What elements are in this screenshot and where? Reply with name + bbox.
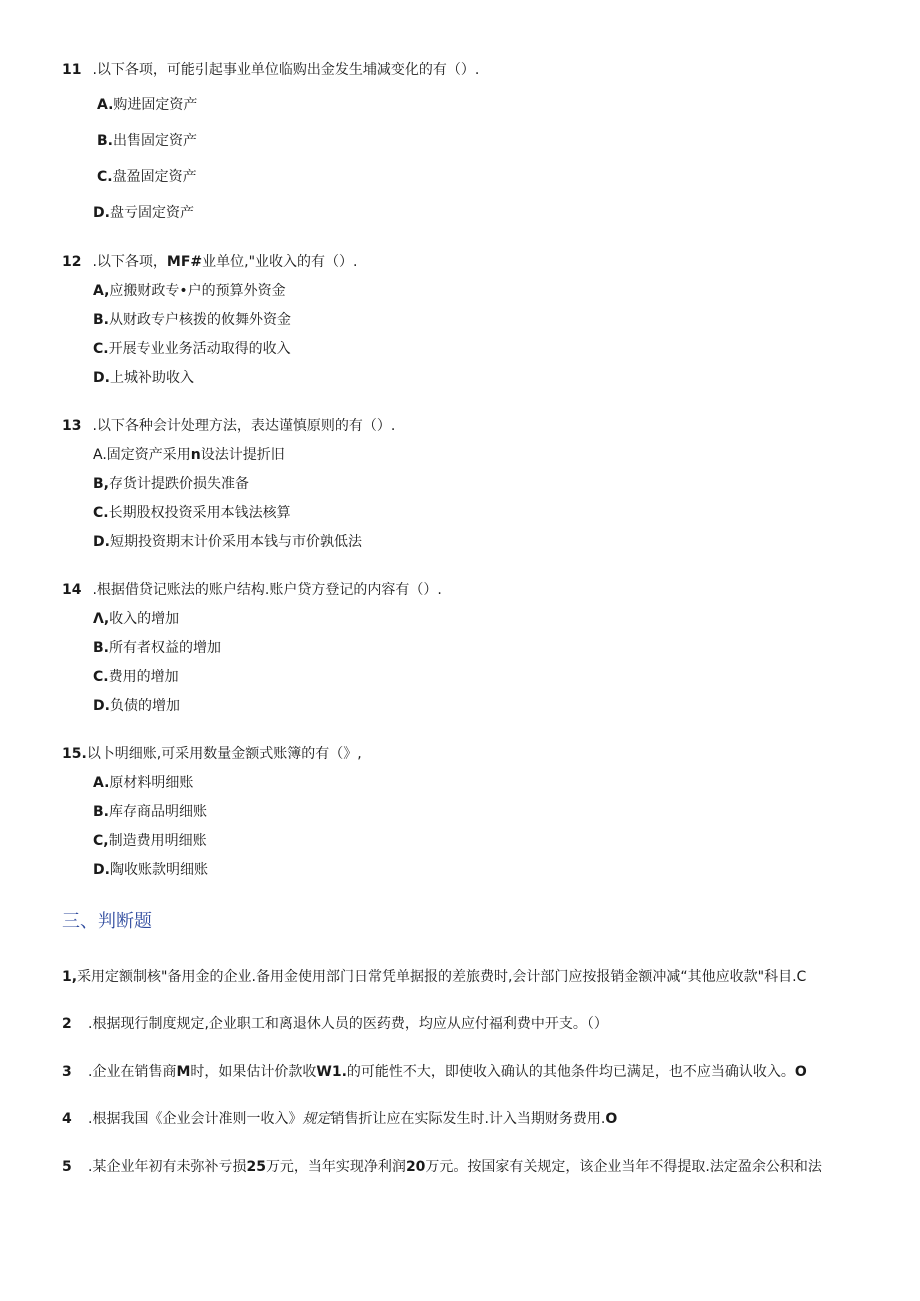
- question-11: [62, 60, 479, 80]
- option-text: 所有者权益的增加: [109, 640, 221, 656]
- option-13-c: [93, 503, 291, 523]
- option-14-b: [93, 638, 221, 658]
- option-text: 陶收账款明细账: [109, 862, 208, 878]
- question-text: .根据借贷记账法的账户结构.账户贷方登记的内容有（）.: [92, 582, 442, 598]
- question-15: [62, 744, 362, 764]
- question-number: 14: [62, 582, 82, 598]
- option-letter: B.: [93, 640, 109, 656]
- judgment-text-post: 的可能性不大，即使收入确认的其他条件均已满足，也不应当确认收入。: [346, 1064, 795, 1080]
- question-14: [62, 580, 442, 600]
- option-11-b: [97, 131, 197, 151]
- option-letter: A,: [93, 283, 110, 299]
- judgment-text-mid: 时，如果估计价款收: [190, 1064, 317, 1080]
- judgment-text-bold: 20: [405, 1159, 426, 1175]
- option-letter: D.: [93, 534, 110, 550]
- option-text: 短期投资期末计价采用本钱与市价孰低法: [109, 534, 362, 550]
- question-12: [62, 252, 357, 272]
- option-11-d: [93, 203, 194, 223]
- option-text: 盘盈固定资产: [112, 169, 197, 185]
- option-text: 上城补助收入: [109, 370, 194, 386]
- option-letter: C.: [93, 669, 109, 685]
- option-text-post: 设法计提折旧: [200, 447, 285, 463]
- judgment-answer-mark: O: [794, 1064, 807, 1080]
- option-letter: D.: [93, 698, 110, 714]
- question-text-post: 业单位,"业收入的有（）.: [202, 254, 358, 270]
- option-letter: D.: [93, 862, 110, 878]
- judgment-text-post: 万元。按国家有关规定，该企业当年不得提取.法定盈余公积和法: [425, 1159, 822, 1175]
- judgment-text-post: 销售折让应在实际发生时.计入当期财务费用.: [330, 1111, 606, 1127]
- question-number: 12: [62, 254, 82, 270]
- option-letter: C,: [93, 833, 109, 849]
- question-number: 15.: [62, 746, 87, 762]
- judgment-2: [62, 1014, 608, 1034]
- judgment-4: [62, 1109, 617, 1129]
- question-text: .以下各项，可能引起事业单位临购出金发生埔减变化的有（）.: [92, 62, 480, 78]
- option-text: 负债的增加: [109, 698, 180, 714]
- judgment-5: [62, 1157, 822, 1177]
- option-text: 出售固定资产: [113, 133, 197, 149]
- option-letter: C.: [97, 169, 113, 185]
- option-letter: A.: [93, 775, 110, 791]
- option-text: 收入的增加: [109, 611, 180, 627]
- question-text-bold: MF#: [166, 254, 203, 270]
- judgment-text-pre: .企业在销售商: [88, 1064, 177, 1080]
- judgment-text: .根据现行制度规定,企业职工和离退休人员的医药费，均应从应付福利费中开支。（）: [88, 1016, 608, 1032]
- option-11-c: [97, 167, 197, 187]
- judgment-text-bold: M: [176, 1064, 191, 1080]
- option-12-c: [93, 339, 291, 359]
- option-text-pre: 固定资产采用: [106, 447, 191, 463]
- option-15-d: [93, 860, 208, 880]
- option-letter: D.: [93, 205, 110, 221]
- judgment-3: [62, 1062, 807, 1082]
- option-13-b: [93, 474, 249, 494]
- judgment-number: 1,: [62, 969, 78, 985]
- option-text: 原材料明细账: [109, 775, 194, 791]
- option-12-b: [93, 310, 291, 330]
- option-15-c: [93, 831, 207, 851]
- judgment-text-italic: 规定: [302, 1111, 331, 1127]
- option-text: 长期股权投资采用本钱法核算: [108, 505, 291, 521]
- option-text: 购进固定资产: [113, 97, 198, 113]
- option-letter: B,: [93, 476, 109, 492]
- option-14-c: [93, 667, 179, 687]
- question-number: 11: [62, 62, 82, 78]
- option-letter: C.: [93, 505, 109, 521]
- question-13: [62, 416, 395, 436]
- question-text: .以下各种会计处理方法，表达谨慎原则的有（）.: [92, 418, 396, 434]
- option-text: 制造费用明细账: [108, 833, 207, 849]
- judgment-number: 4: [62, 1111, 72, 1127]
- option-text: 盘亏固定资产: [109, 205, 194, 221]
- option-14-d: [93, 696, 180, 716]
- option-text-bold: n: [190, 447, 201, 463]
- option-15-b: [93, 802, 207, 822]
- option-letter: B.: [93, 312, 109, 328]
- option-text: 库存商品明细账: [109, 804, 207, 820]
- option-11-a: [97, 95, 197, 115]
- option-letter: D.: [93, 370, 110, 386]
- option-text: 从财政专户核拨的攸舞外资金: [109, 312, 291, 328]
- option-letter: B.: [93, 804, 109, 820]
- option-letter: C.: [93, 341, 109, 357]
- option-letter: Λ,: [93, 611, 110, 627]
- judgment-number: 2: [62, 1016, 72, 1032]
- judgment-1: [62, 967, 806, 987]
- judgment-number: 5: [62, 1159, 72, 1175]
- judgment-text-bold: W1.: [316, 1064, 347, 1080]
- judgment-text-pre: .某企业年初有未弥补亏损: [88, 1159, 247, 1175]
- option-13-a: [93, 445, 285, 465]
- question-text-pre: .以下各项，: [92, 254, 167, 270]
- option-text: 费用的增加: [108, 669, 179, 685]
- judgment-text-pre: .根据我国《企业会计准则一收入》: [88, 1111, 303, 1127]
- question-number: 13: [62, 418, 82, 434]
- judgment-text-mid: 万元，当年实现净利润: [265, 1159, 406, 1175]
- option-letter: A.: [97, 97, 114, 113]
- option-text: 存货计提跌价损失准备: [109, 476, 249, 492]
- judgment-number: 3: [62, 1064, 72, 1080]
- option-14-a: [93, 609, 179, 629]
- question-text: 以卜明细账,可采用数量金额式账簿的有（》,: [86, 746, 362, 762]
- option-letter: A.: [93, 447, 107, 463]
- option-letter: B.: [97, 133, 113, 149]
- judgment-answer-mark: O: [605, 1111, 618, 1127]
- option-text: 开展专业业务活动取得的收入: [108, 341, 291, 357]
- option-13-d: [93, 532, 362, 552]
- option-15-a: [93, 773, 193, 793]
- option-text: 应搬财政专•户的预算外资金: [109, 283, 286, 299]
- judgment-text: 采用定额制核"备用金的企业.备用金使用部门日常凭单据报的差旅费时,会计部门应按报销金额冲减“其他应收款"科目.C: [77, 969, 807, 985]
- section-title: 三、判断题: [62, 911, 152, 932]
- option-12-d: [93, 368, 194, 388]
- option-12-a: [93, 281, 286, 301]
- judgment-text-bold: 25: [246, 1159, 266, 1175]
